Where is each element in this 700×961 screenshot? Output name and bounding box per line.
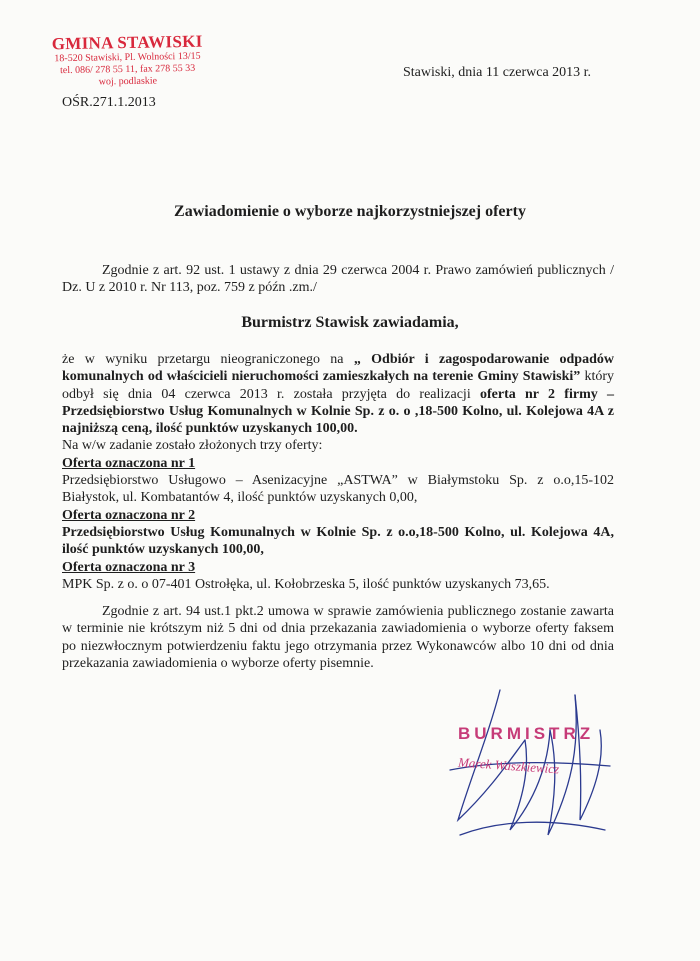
offer-3-label: Oferta oznaczona nr 3	[62, 559, 196, 575]
offer-1-text: Przedsiębiorstwo Usługowo – Asenizacyjne „ASTWA” w Białymstoku Sp. z o.o,15-102 Białystok, ul. Kombatantów 4, ilość punktów uzyskanych 0,00,	[62, 473, 614, 506]
offer-1-label: Oferta oznaczona nr 1	[62, 455, 196, 471]
offer-2-label: Oferta oznaczona nr 2	[62, 507, 196, 523]
mayor-role: BURMISTRZ	[458, 724, 595, 743]
legal-basis-paragraph: Zgodnie z art. 92 ust. 1 ustawy z dnia 29 czerwca 2004 r. Prawo zamówień publicznych / Dz. U z 2010 r. Nr 113, poz. 759 z późn .zm./	[62, 263, 614, 296]
tender-name: „ Odbiór i zagospodarowanie odpadów komunalnych od właścicieli nieruchomości zamieszkałych na terenie Gminy Stawiski”	[62, 352, 614, 385]
offer-2-text: Przedsiębiorstwo Usług Komunalnych w Kolnie Sp. z o.o,18-500 Kolno, ul. Kolejowa 4A, ilość punktów uzyskanych 100,00,	[62, 524, 614, 558]
stamp-address: 18-520 Stawiski, Pl. Wolności 13/15	[54, 50, 201, 65]
offer-count: Na w/w zadanie zostało złożonych trzy oferty:	[62, 438, 323, 454]
mayor-name: Marek Waszkiewicz	[457, 754, 560, 777]
mayor-stamp	[457, 724, 595, 777]
winning-offer: oferta nr 2 firmy – Przedsiębiorstwo Usług Komunalnych w Kolnie Sp. z o. o ,18-500 Kolno, ul. Kolejowa 4A z najniższą ceną, ilość punktów uzyskanych 100,00.	[62, 386, 615, 437]
stamp-name: GMINA STAWISKI	[51, 31, 203, 54]
body-held: który odbył się dnia 04 czerwca 2013 r. została przyjęta do realizacji	[62, 369, 615, 402]
announcement-body	[62, 351, 614, 593]
offer-3-text: MPK Sp. z o. o 07-401 Ostrołęka, ul. Kołobrzeska 5, ilość punktów uzyskanych 73,65.	[62, 576, 550, 592]
closing-paragraph: Zgodnie z art. 94 ust.1 pkt.2 umowa w sprawie zamówienia publicznego zostanie zawarta w terminie nie krótszym niż 5 dni od dnia przekazania zawiadomienia o wyborze oferty faksem po niezwłocznym potwierdzeniu faktu jego otrzymania przez Wykonawców albo 10 dni od dnia przekazania zawiadomienia o wyborze oferty pisemnie.	[62, 604, 614, 671]
document-title: Zawiadomienie o wyborze najkorzystniejszej oferty	[174, 203, 526, 220]
stamp-phone: tel. 086/ 278 55 11, fax 278 55 33	[59, 62, 196, 77]
place-and-date: Stawiski, dnia 11 czerwca 2013 r.	[403, 65, 592, 80]
reference-number: OŚR.271.1.2013	[62, 95, 156, 110]
municipality-stamp	[40, 31, 216, 89]
announcer-heading: Burmistrz Stawisk zawiadamia,	[241, 314, 459, 331]
body-lead: że w wyniku przetargu nieograniczonego na	[62, 352, 344, 367]
stamp-region: woj. podlaskie	[98, 75, 158, 88]
